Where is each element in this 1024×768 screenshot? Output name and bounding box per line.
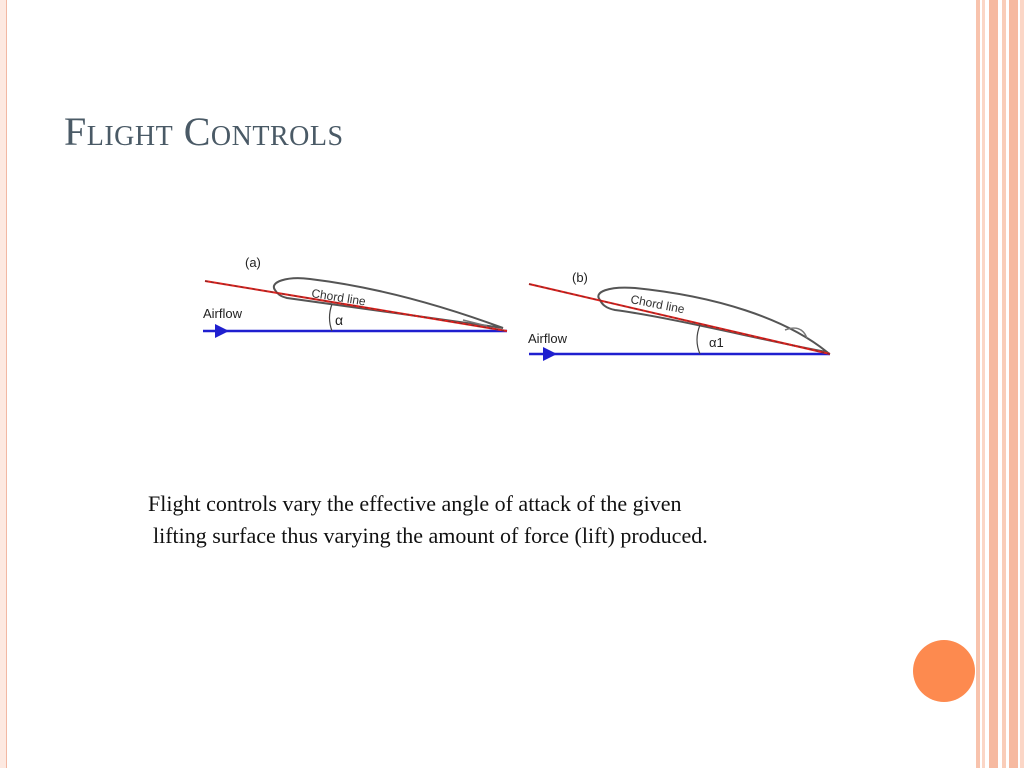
panel-a xyxy=(203,255,507,338)
airfoil-diagram xyxy=(195,248,845,373)
caption-line-1: Flight controls vary the effective angle of attack of the given xyxy=(148,491,682,516)
slide-title: Flight Controls xyxy=(64,109,344,154)
slide-caption xyxy=(148,488,908,552)
caption-line-2: lifting surface thus varying the amount of force (lift) produced. xyxy=(153,523,708,548)
angle-label-a: α xyxy=(335,312,344,328)
decorative-stripes xyxy=(976,0,1024,768)
decorative-circle xyxy=(913,640,975,702)
airflow-label-b: Airflow xyxy=(528,331,568,346)
airflow-arrow-b-icon xyxy=(543,347,557,361)
angle-arc-b xyxy=(697,325,700,354)
angle-arc-a xyxy=(330,304,333,331)
panel-a-label: (a) xyxy=(245,255,261,270)
panel-b-label: (b) xyxy=(572,270,588,285)
chord-label-a: Chord line xyxy=(310,286,367,309)
panel-b xyxy=(528,270,830,361)
airflow-arrow-a-icon xyxy=(215,324,229,338)
angle-of-attack-figure xyxy=(195,248,845,373)
left-border xyxy=(0,0,7,768)
airflow-label-a: Airflow xyxy=(203,306,243,321)
chord-label-b: Chord line xyxy=(629,292,686,317)
airfoil-a xyxy=(274,278,503,328)
angle-label-b: α1 xyxy=(709,335,724,350)
